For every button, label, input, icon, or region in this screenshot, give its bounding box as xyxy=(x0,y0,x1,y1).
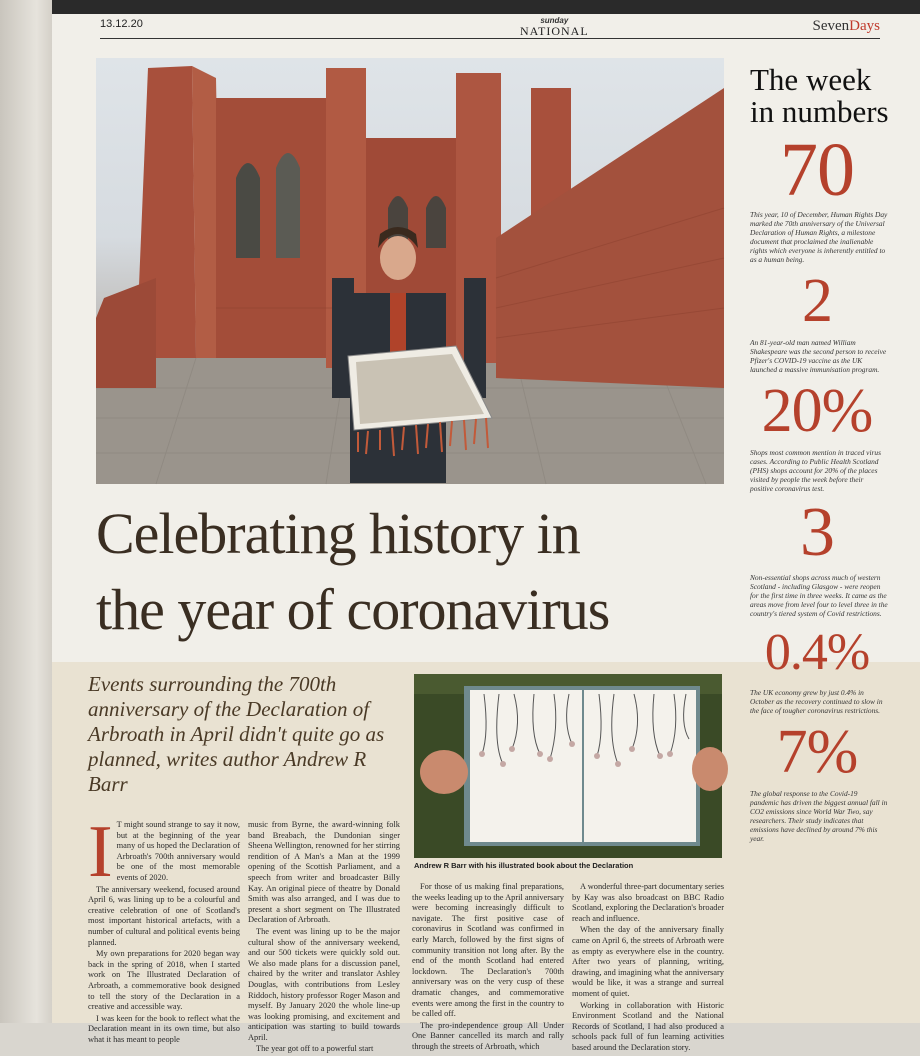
paragraph: The year got off to a powerful start xyxy=(256,1044,374,1054)
headline-line1: Celebrating history in xyxy=(96,501,580,566)
stat-value: 7% xyxy=(776,718,858,786)
paragraph: I was keen for the book to reflect what the Declaration meant in its own time, but also what it has meant to people xyxy=(88,1013,240,1044)
stat-value: 0.4% xyxy=(764,624,870,681)
paragraph: A wonderful three-part documentary series by Kay was also broadcast on BBC Radio Scotland, exploring the Declaration's broader reach and influence. xyxy=(572,882,724,923)
stat-text: An 81-year-old man named William Shakespeare was the second person to receive Pfizer's COVID-19 vaccine as the UK launched a massive immunisation program. xyxy=(750,338,887,374)
week-in-numbers xyxy=(742,64,892,843)
photo-caption: Andrew R Barr with his illustrated book about the Declaration xyxy=(414,861,634,870)
masthead-logo xyxy=(520,16,589,36)
section-name xyxy=(813,18,881,35)
stat-text: This year, 10 of December, Human Rights Day marked the 70th anniversary of the Universal Declaration of Human Rights, a milestone document that proclaimed the inalienable rights which everyone is inherently entitled to as a human being. xyxy=(750,210,888,264)
illustrated-book-image xyxy=(414,674,722,858)
abbey-ruins-illustration xyxy=(96,58,724,484)
masthead-large: NATIONAL xyxy=(520,24,589,38)
main-photo xyxy=(96,58,724,484)
stat-value: 70 xyxy=(780,128,854,212)
standfirst: Events surrounding the 700th anniversary of the Declaration of Arbroath in April didn't quite go as planned, writes author Andrew R Barr xyxy=(88,672,385,796)
body-column-2 xyxy=(248,820,400,1056)
stat-value: 3 xyxy=(800,494,834,571)
paragraph: The anniversary weekend, focused around April 6, was lining up to be a colourful and creative celebration of one of Scotland's most important historical artefacts, with a number of cultural and political events being planned. xyxy=(88,884,240,947)
week-in-numbers-title: The week in numbers xyxy=(750,62,889,129)
paragraph: When the day of the anniversary finally came on April 6, the streets of Arbroath were as empty as everywhere else in the country. After two years of planning, writing, drawing, and imagining what the anniversary would be like, it was a strange and surreal moment of quiet. xyxy=(572,925,724,998)
body-column-3 xyxy=(412,882,564,1054)
paragraph: For those of us making final preparations, the weeks leading up to the April anniversary were becoming increasingly difficult to navigate. The first positive case of coronavirus in Scotland was confirmed in early March, followed by the first signs of community transition not long after. By the end of the month Scotland had entered lockdown. The Declaration's 700th anniversary was on the very cusp of these dramatic changes, and commemorative events were among the first in the country to be called off. xyxy=(412,882,564,1019)
stat-text: Shops most common mention in traced virus cases. According to Public Health Scotland (PHS) shops account for 20% of the places visited by people the week before their positive coronavirus test. xyxy=(750,448,881,493)
paragraph: My own preparations for 2020 began way back in the spring of 2018, when I started work on The Illustrated Declaration of Arbroath, a commemorative book designed to tell the story of the Declaration in a creative and accessible way. xyxy=(88,949,240,1012)
stat-value: 2 xyxy=(802,267,832,335)
paragraph: music from Byrne, the award-winning folk band Breabach, the Dundonian singer Sheena Wellington, renowned for her stirring rendition of A Man's a Man at the 1999 opening of the Scottish Parliament, and a speech from writer and broadcaster Billy Kay. An original piece of theatre by Donald Smith was also arranged, and I was due to present a short segment on The Illustrated Declaration of Arbroath. xyxy=(248,820,400,925)
top-rule xyxy=(52,0,920,14)
paragraph: T might sound strange to say it now, but at the beginning of the year many of us hoped the Declaration of Arbroath's 700th anniversary would be one of the most memorable events of 2020. xyxy=(116,820,240,882)
body-column-1 xyxy=(88,811,240,1046)
section-name-a: Seven xyxy=(812,18,850,34)
page-gutter xyxy=(0,0,52,1023)
paragraph: Working in collaboration with Historic Environment Scotland and the National Records of Scotland, I had also produced a schools pack full of fun learning activities based around the Declaration story. xyxy=(572,1000,724,1052)
body-column-4 xyxy=(572,882,724,1055)
paragraph: The pro-independence group All Under One Banner cancelled its march and rally through the streets of Arbroath, which xyxy=(412,1020,564,1051)
book-photo xyxy=(414,674,722,858)
drop-cap: I xyxy=(88,811,113,893)
section-name-b: Days xyxy=(849,18,880,34)
page-header xyxy=(100,16,880,39)
issue-date: 13.12.20 xyxy=(100,18,143,30)
masthead-small: sunday xyxy=(540,16,569,25)
stat-text: The UK economy grew by just 0.4% in October as the recovery continued to slow in the face of tougher coronavirus restrictions. xyxy=(750,688,883,715)
stat-text: The global response to the Covid-19 pandemic has driven the biggest annual fall in CO2 emissions since World War Two, say researchers. Their study indicates that emissions have declined by around 7% this year. xyxy=(750,789,888,843)
newspaper-page xyxy=(52,0,920,1054)
headline xyxy=(96,496,736,648)
stat-value: 20% xyxy=(761,377,873,445)
stat-text: Non-essential shops across much of western Scotland - including Glasgow - were reopen for the first time in three weeks. It came as the areas move from level four to level three in the country's tiered system of Covid restrictions. xyxy=(750,573,888,618)
paragraph: The event was lining up to be the major cultural show of the anniversary weekend, and our 500 tickets were quickly sold out. We also made plans for a discussion panel, chaired by the writer and translator Ashley Douglas, with contributions from Lesley Riddoch, history professor Roger Mason and myself. By January 2020 the whole line-up was looking promising, and excitement and anticipation was starting to build towards April. xyxy=(248,926,400,1042)
headline-line2: the year of coronavirus xyxy=(96,577,610,642)
